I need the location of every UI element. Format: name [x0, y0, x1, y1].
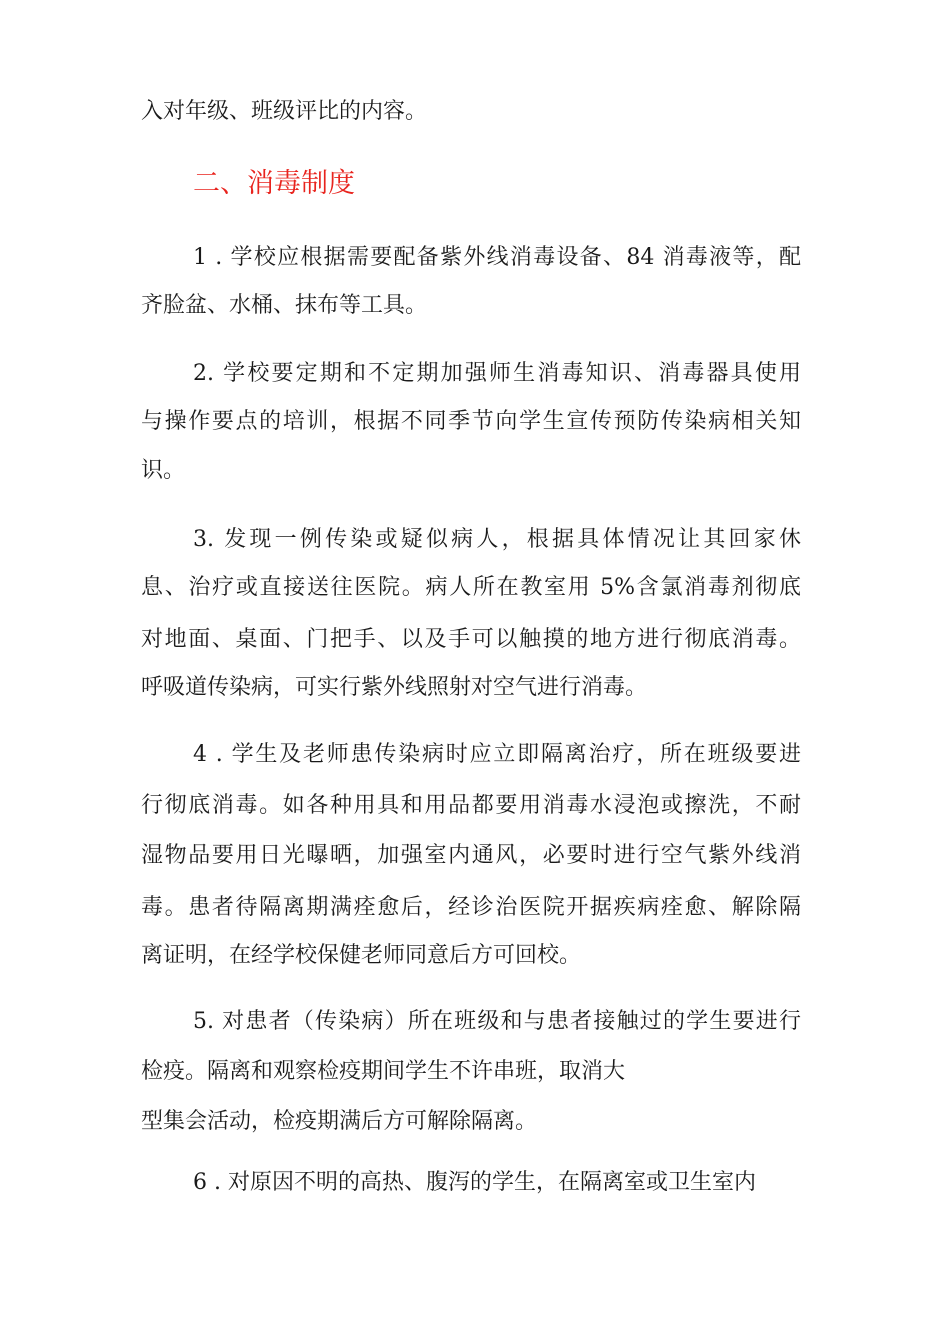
text-line: 与操作要点的培训，根据不同季节向学生宣传预防传染病相关知 [141, 409, 801, 434]
text-line: 湿物品要用日光曝晒，加强室内通风，必要时进行空气紫外线消 [141, 843, 801, 868]
text-line: 离证明，在经学校保健老师同意后方可回校。 [141, 943, 582, 968]
text-line: 毒。患者待隔离期满痊愈后，经诊治医院开据疾病痊愈、解除隔 [141, 895, 801, 920]
text-line: 检疫。隔离和观察检疫期间学生不许串班，取消大 [141, 1059, 626, 1084]
text-line: 识。 [141, 458, 186, 483]
text-line: 2. 学校要定期和不定期加强师生消毒知识、消毒器具使用 [193, 361, 801, 386]
text-line: 呼吸道传染病，可实行紫外线照射对空气进行消毒。 [141, 675, 648, 700]
text-line: 1 . 学校应根据需要配备紫外线消毒设备、84 消毒液等，配 [193, 245, 801, 270]
section-heading: 二、消毒制度 [193, 168, 355, 199]
text-line: 3. 发现一例传染或疑似病人，根据具体情况让其回家休 [193, 527, 801, 552]
text-line: 6 . 对原因不明的高热、腹泻的学生，在隔离室或卫生室内 [193, 1170, 756, 1195]
text-line: 4 . 学生及老师患传染病时应立即隔离治疗，所在班级要进 [193, 742, 801, 767]
text-line: 息、治疗或直接送往医院。病人所在教室用 5%含氯消毒剂彻底 [141, 575, 801, 600]
text-line: 对地面、桌面、门把手、以及手可以触摸的地方进行彻底消毒。 [141, 627, 801, 652]
text-line: 行彻底消毒。如各种用具和用品都要用消毒水浸泡或擦洗，不耐 [141, 793, 801, 818]
text-line: 入对年级、班级评比的内容。 [141, 99, 428, 124]
text-line: 5. 对患者（传染病）所在班级和与患者接触过的学生要进行 [193, 1009, 801, 1034]
text-line: 齐脸盆、水桶、抹布等工具。 [141, 293, 428, 318]
text-line: 型集会活动，检疫期满后方可解除隔离。 [141, 1109, 538, 1134]
